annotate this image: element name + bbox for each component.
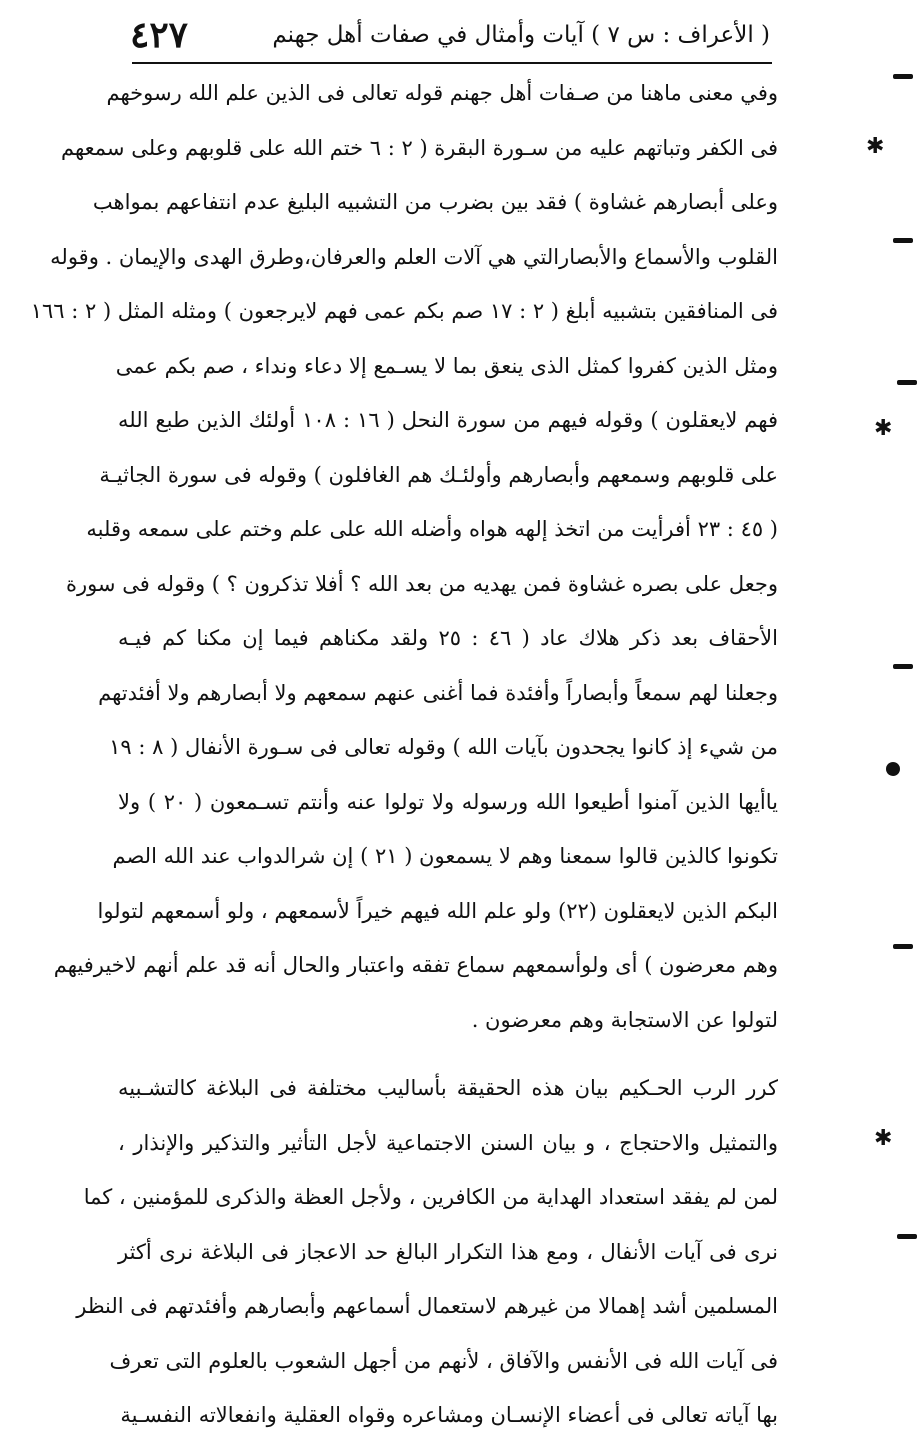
text-line: فى المنافقين بتشبيه أبلغ ( ٢ : ١٧ صم بكم عمى فهم لايرجعون ) ومثله المثل ( ٢ : ١٦٦ [30,299,778,323]
text-line: من شيء إذ كانوا يجحدون بآيات الله ) وقوله تعالى فى سـورة الأنفال ( ٨ : ١٩ [109,735,778,759]
text-line: لتولوا عن الاستجابة وهم معرضون . [471,1007,778,1032]
text-line: ( ٤٥ : ٢٣ أفرأيت من اتخذ إلهه هواه وأضله الله على علم وختم على سمعه وقلبه [86,517,778,541]
text-line: فى آيات الله فى الأنفس والآفاق ، لأنهم من أجهل الشعوب بالعلوم التى تعرف [109,1348,778,1373]
text-line: الأحقاف بعد ذكر هلاك عاد ( ٤٦ : ٢٥ ولقد مكناهم فيما إن مكنا كم فيـه [118,626,778,650]
text-line: البكم الذين لايعقلون (٢٢) ولو علم الله فيهم خيراً لأسمعهم ، ولو أسمعهم لتولوا [97,898,778,923]
text-line: والتمثيل والاحتجاج ، و بيان السنن الاجتماعية لأجل التأثير والتذكير والإنذار ، [118,1130,778,1155]
margin-star: ✱ [866,134,885,159]
running-title: ( الأعراف : س ٧ ) آيات وأمثال في صفات أهل جهنم [272,22,770,48]
text-line: وجعل على بصره غشاوة فمن يهديه من بعد الله ؟ أفلا تذكرون ؟ ) وقوله فى سورة [65,571,778,596]
paragraph-1 [30,66,778,1047]
margin-star: ✱ [874,1126,893,1151]
margin-mark [897,380,917,385]
text-line: تكونوا كالذين قالوا سمعنا وهم لا يسمعون ( ٢١ ) إن شرالدواب عند الله الصم [112,844,778,868]
text-line: نرى فى آيات الأنفال ، ومع هذا التكرار البالغ حد الاعجاز فى البلاغة نرى أكثر [118,1239,778,1264]
margin-mark [897,1234,917,1239]
page-header [130,12,770,58]
page-number: ٤٢٧ [130,14,189,56]
margin-mark [893,944,913,949]
text-line: كرر الرب الحـكيم بيان هذه الحقيقة بأساليب مختلفة فى البلاغة كالتشـبيه [118,1076,778,1100]
paragraph-gap [118,1047,778,1061]
margin-mark [893,74,913,79]
text-line: بها آياته تعالى فى أعضاء الإنسـان ومشاعره وقواه العقلية وانفعالاته النفسـية [120,1403,778,1427]
margin-star: ✱ [874,416,893,441]
text-line: ياأيها الذين آمنوا أطيعوا الله ورسوله ولا تولوا عنه وأنتم تسـمعون ( ٢٠ ) ولا [118,789,778,814]
page-body [30,66,778,1443]
text-line: فهم لايعقلون ) وقوله فيهم من سورة النحل ( ١٦ : ١٠٨ أولئك الذين طبع الله [118,408,778,432]
paragraph-2 [76,1061,778,1443]
text-line: وفي معنى ماهنا من صـفات أهل جهنم قوله تعالى فى الذين علم الله رسوخهم [106,81,778,105]
text-line: وعلى أبصارهم غشاوة ) فقد بين بضرب من التشبيه البليغ عدم انتفاعهم بمواهب [92,190,778,214]
text-line: وجعلنا لهم سمعاً وأبصاراً وأفئدة فما أغنى عنهم سمعهم ولا أبصارهم ولا أفئدتهم [98,680,778,705]
header-rule [132,62,772,64]
text-line: ومثل الذين كفروا كمثل الذى ينعق بما لا يسـمع إلا دعاء ونداء ، صم بكم عمى [115,353,778,378]
text-line: لمن لم يفقد استعداد الهداية من الكافرين ، ولأجل العظة والذكرى للمؤمنين ، كما [83,1185,778,1209]
text-line: المسلمين أشد إهمالا من غيرهم لاستعمال أسماعهم وأبصارهم وأفئدتهم فى النظر [76,1294,778,1318]
margin-mark [893,664,913,669]
margin-mark [893,238,913,243]
text-line: على قلوبهم وسمعهم وأبصارهم وأولئـك هم الغافلون ) وقوله فى سورة الجاثيـة [99,462,778,487]
text-line: وهم معرضون ) أى ولوأسمعهم سماع تفقه واعتبار والحال أنه قد علم أنهم لاخيرفيهم [53,953,778,977]
text-line: القلوب والأسماع والأبصارالتي هي آلات العلم والعرفان،وطرق الهدى والإيمان . وقوله [50,244,778,269]
margin-blot [886,762,900,776]
text-line: فى الكفر وتباتهم عليه من سـورة البقرة ( ٢ : ٦ ختم الله على قلوبهم وعلى سمعهم [61,135,778,160]
